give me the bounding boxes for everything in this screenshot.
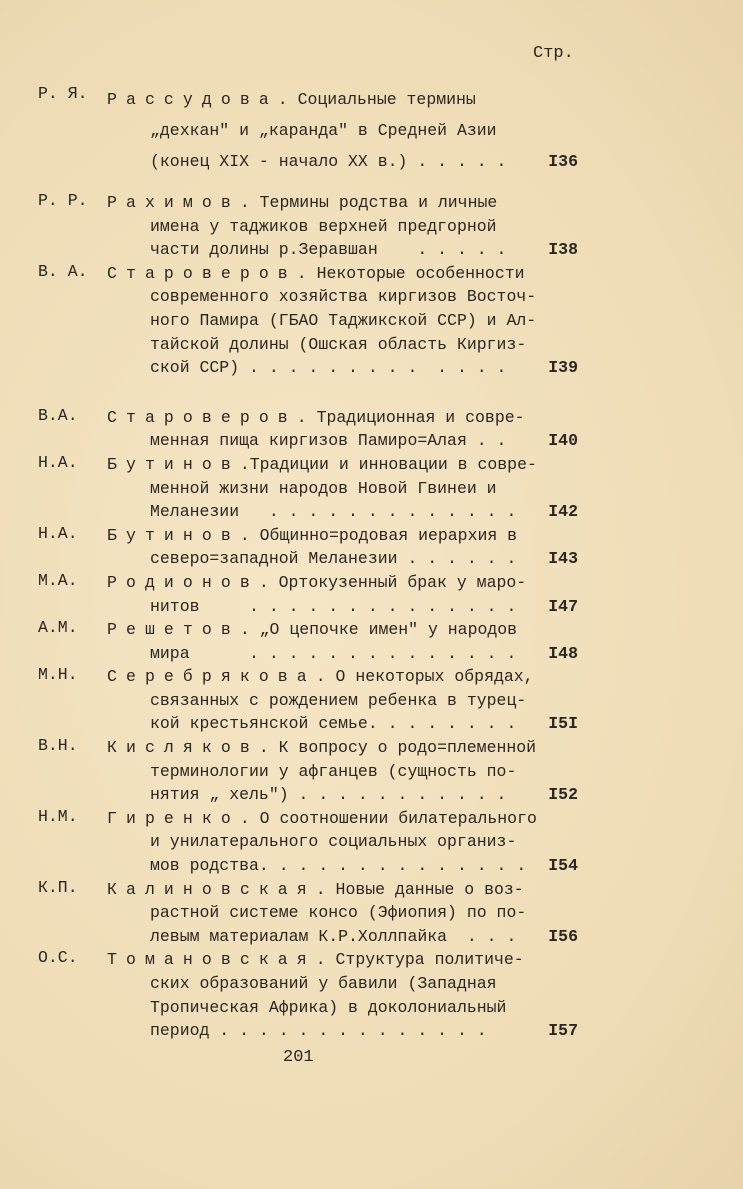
table-of-contents <box>38 84 578 1043</box>
title-line: современного хозяйства киргизов Восточ- <box>150 287 537 307</box>
author-initials: Н.А. <box>38 452 78 472</box>
page-ref: I56 <box>548 926 578 946</box>
title-line: мира . . . . . . . . . . . . . . <box>150 643 517 663</box>
toc-entry <box>38 191 578 262</box>
toc-entry <box>38 524 578 571</box>
toc-entry <box>38 618 578 665</box>
title-line: связанных с рождением ребенка в турец- <box>150 690 527 710</box>
author-initials: Н.М. <box>38 806 78 826</box>
author-surname: Калиновская <box>107 879 316 899</box>
title-text: . О соотношении билатерального <box>239 808 537 828</box>
page-ref: I38 <box>548 240 578 260</box>
author-surname: Бутинов <box>107 525 240 545</box>
title-line: имена у таджиков верхней предгорной <box>150 216 497 236</box>
title-text: .Традиции и инновации в совре- <box>239 454 537 474</box>
author-surname: Кисляков <box>107 738 259 758</box>
title-line <box>107 191 578 215</box>
title-line: левым материалам К.Р.Холлпайка . . . <box>150 926 517 946</box>
author-surname: Родионов <box>107 572 259 592</box>
title-line <box>107 665 578 689</box>
title-line: нятия „ хель") . . . . . . . . . . . <box>150 785 507 805</box>
toc-entry <box>38 878 578 949</box>
toc-entry <box>38 807 578 878</box>
author-initials: В. А. <box>38 261 88 281</box>
author-surname: Томановская <box>107 950 316 970</box>
author-initials: О.С. <box>38 948 78 968</box>
title-line: мов родства. . . . . . . . . . . . . . <box>150 856 527 876</box>
author-surname: Староверов <box>107 407 297 427</box>
title-text: . Новые данные о воз- <box>315 879 524 899</box>
page-ref: I40 <box>548 431 578 451</box>
page-ref: I5I <box>548 714 578 734</box>
toc-entry <box>38 665 578 736</box>
title-line: растной системе консо (Эфиопия) по по- <box>150 903 527 923</box>
title-line <box>107 262 578 286</box>
title-line: ного Памира (ГБАО Таджикской ССР) и Ал- <box>150 310 537 330</box>
title-line <box>107 807 578 831</box>
title-text: . „О цепочке имен" у народов <box>239 620 518 640</box>
author-initials: М.Н. <box>38 665 78 685</box>
title-line <box>107 406 578 430</box>
title-text: . О некоторых обрядах, <box>315 667 534 687</box>
author-surname: Рахимов <box>107 193 240 212</box>
toc-entry <box>38 736 578 807</box>
page-ref: I57 <box>548 1021 578 1041</box>
page-ref: I54 <box>548 856 578 876</box>
title-text: . Некоторые особенности <box>296 263 525 283</box>
toc-entry <box>38 571 578 618</box>
author-surname: Староверов <box>107 263 297 283</box>
title-text: . Ортокузенный брак у маро- <box>258 572 527 592</box>
title-line <box>107 84 578 115</box>
title-line: менной жизни народов Новой Гвинеи и <box>150 478 497 498</box>
author-initials: К.П. <box>38 877 78 897</box>
toc-entry <box>38 948 578 1042</box>
title-line: части долины р.Зеравшан . . . . . <box>150 240 507 260</box>
page-ref: I43 <box>548 549 578 569</box>
toc-entry <box>38 84 578 177</box>
page-column-header: Стр. <box>533 44 574 63</box>
title-line <box>107 736 578 760</box>
title-line: „дехкан" и „каранда" в Средней Азии <box>150 121 497 140</box>
author-initials: В.Н. <box>38 736 78 756</box>
title-line <box>107 571 578 595</box>
title-line: Тропическая Африка) в доколониальный <box>150 997 507 1017</box>
author-surname: Рассудова <box>107 90 278 109</box>
title-line: и унилатерального социальных организ- <box>150 832 517 852</box>
title-line: нитов . . . . . . . . . . . . . . <box>150 596 517 616</box>
author-initials: А.М. <box>38 618 78 638</box>
title-text: . К вопросу о родо=племенной <box>258 738 537 758</box>
author-initials: Н.А. <box>38 523 78 543</box>
title-text: . Социальные термины <box>277 90 476 109</box>
author-surname: Бутинов <box>107 454 240 474</box>
title-line <box>107 524 578 548</box>
title-line <box>107 878 578 902</box>
title-text: . Термины родства и личные <box>239 193 498 212</box>
toc-entry <box>38 453 578 524</box>
title-line: кой крестьянской семье. . . . . . . . <box>150 714 517 734</box>
page-ref: I52 <box>548 785 578 805</box>
author-surname: Гиренко <box>107 808 240 828</box>
page-ref: I36 <box>548 152 578 171</box>
title-text: . Традиционная и совре- <box>296 407 525 427</box>
page-ref: I39 <box>548 358 578 378</box>
author-initials: Р. Р. <box>38 191 88 210</box>
title-line: Меланезии . . . . . . . . . . . . . <box>150 502 517 522</box>
toc-entry <box>38 406 578 453</box>
title-line: тайской долины (Ошская область Киргиз- <box>150 334 527 354</box>
title-line: менная пища киргизов Памиро=Алая . . <box>150 431 507 451</box>
title-line: терминологии у афганцев (сущность по- <box>150 761 517 781</box>
author-initials: Р. Я. <box>38 84 88 103</box>
author-initials: М.А. <box>38 570 78 590</box>
title-line <box>107 618 578 642</box>
page-number: 201 <box>283 1048 314 1067</box>
author-surname: Решетов <box>107 620 240 640</box>
title-line: ской ССР) . . . . . . . . . . . . . <box>150 358 507 378</box>
author-initials: В.А. <box>38 405 78 425</box>
title-line <box>107 453 578 477</box>
title-line <box>107 948 578 972</box>
title-line: ских образований у бавили (Западная <box>150 974 497 993</box>
title-line: период . . . . . . . . . . . . . . <box>150 1021 487 1041</box>
title-text: . Структура политиче- <box>315 950 524 970</box>
title-line: северо=западной Меланезии . . . . . . <box>150 549 517 569</box>
author-surname: Серебрякова <box>107 667 316 687</box>
title-text: . Общинно=родовая иерархия в <box>239 525 518 545</box>
page-ref: I42 <box>548 502 578 522</box>
toc-entry <box>38 262 578 380</box>
title-line: (конец XIX - начало XX в.) . . . . . <box>150 152 507 171</box>
page-ref: I48 <box>548 643 578 663</box>
page-ref: I47 <box>548 596 578 616</box>
